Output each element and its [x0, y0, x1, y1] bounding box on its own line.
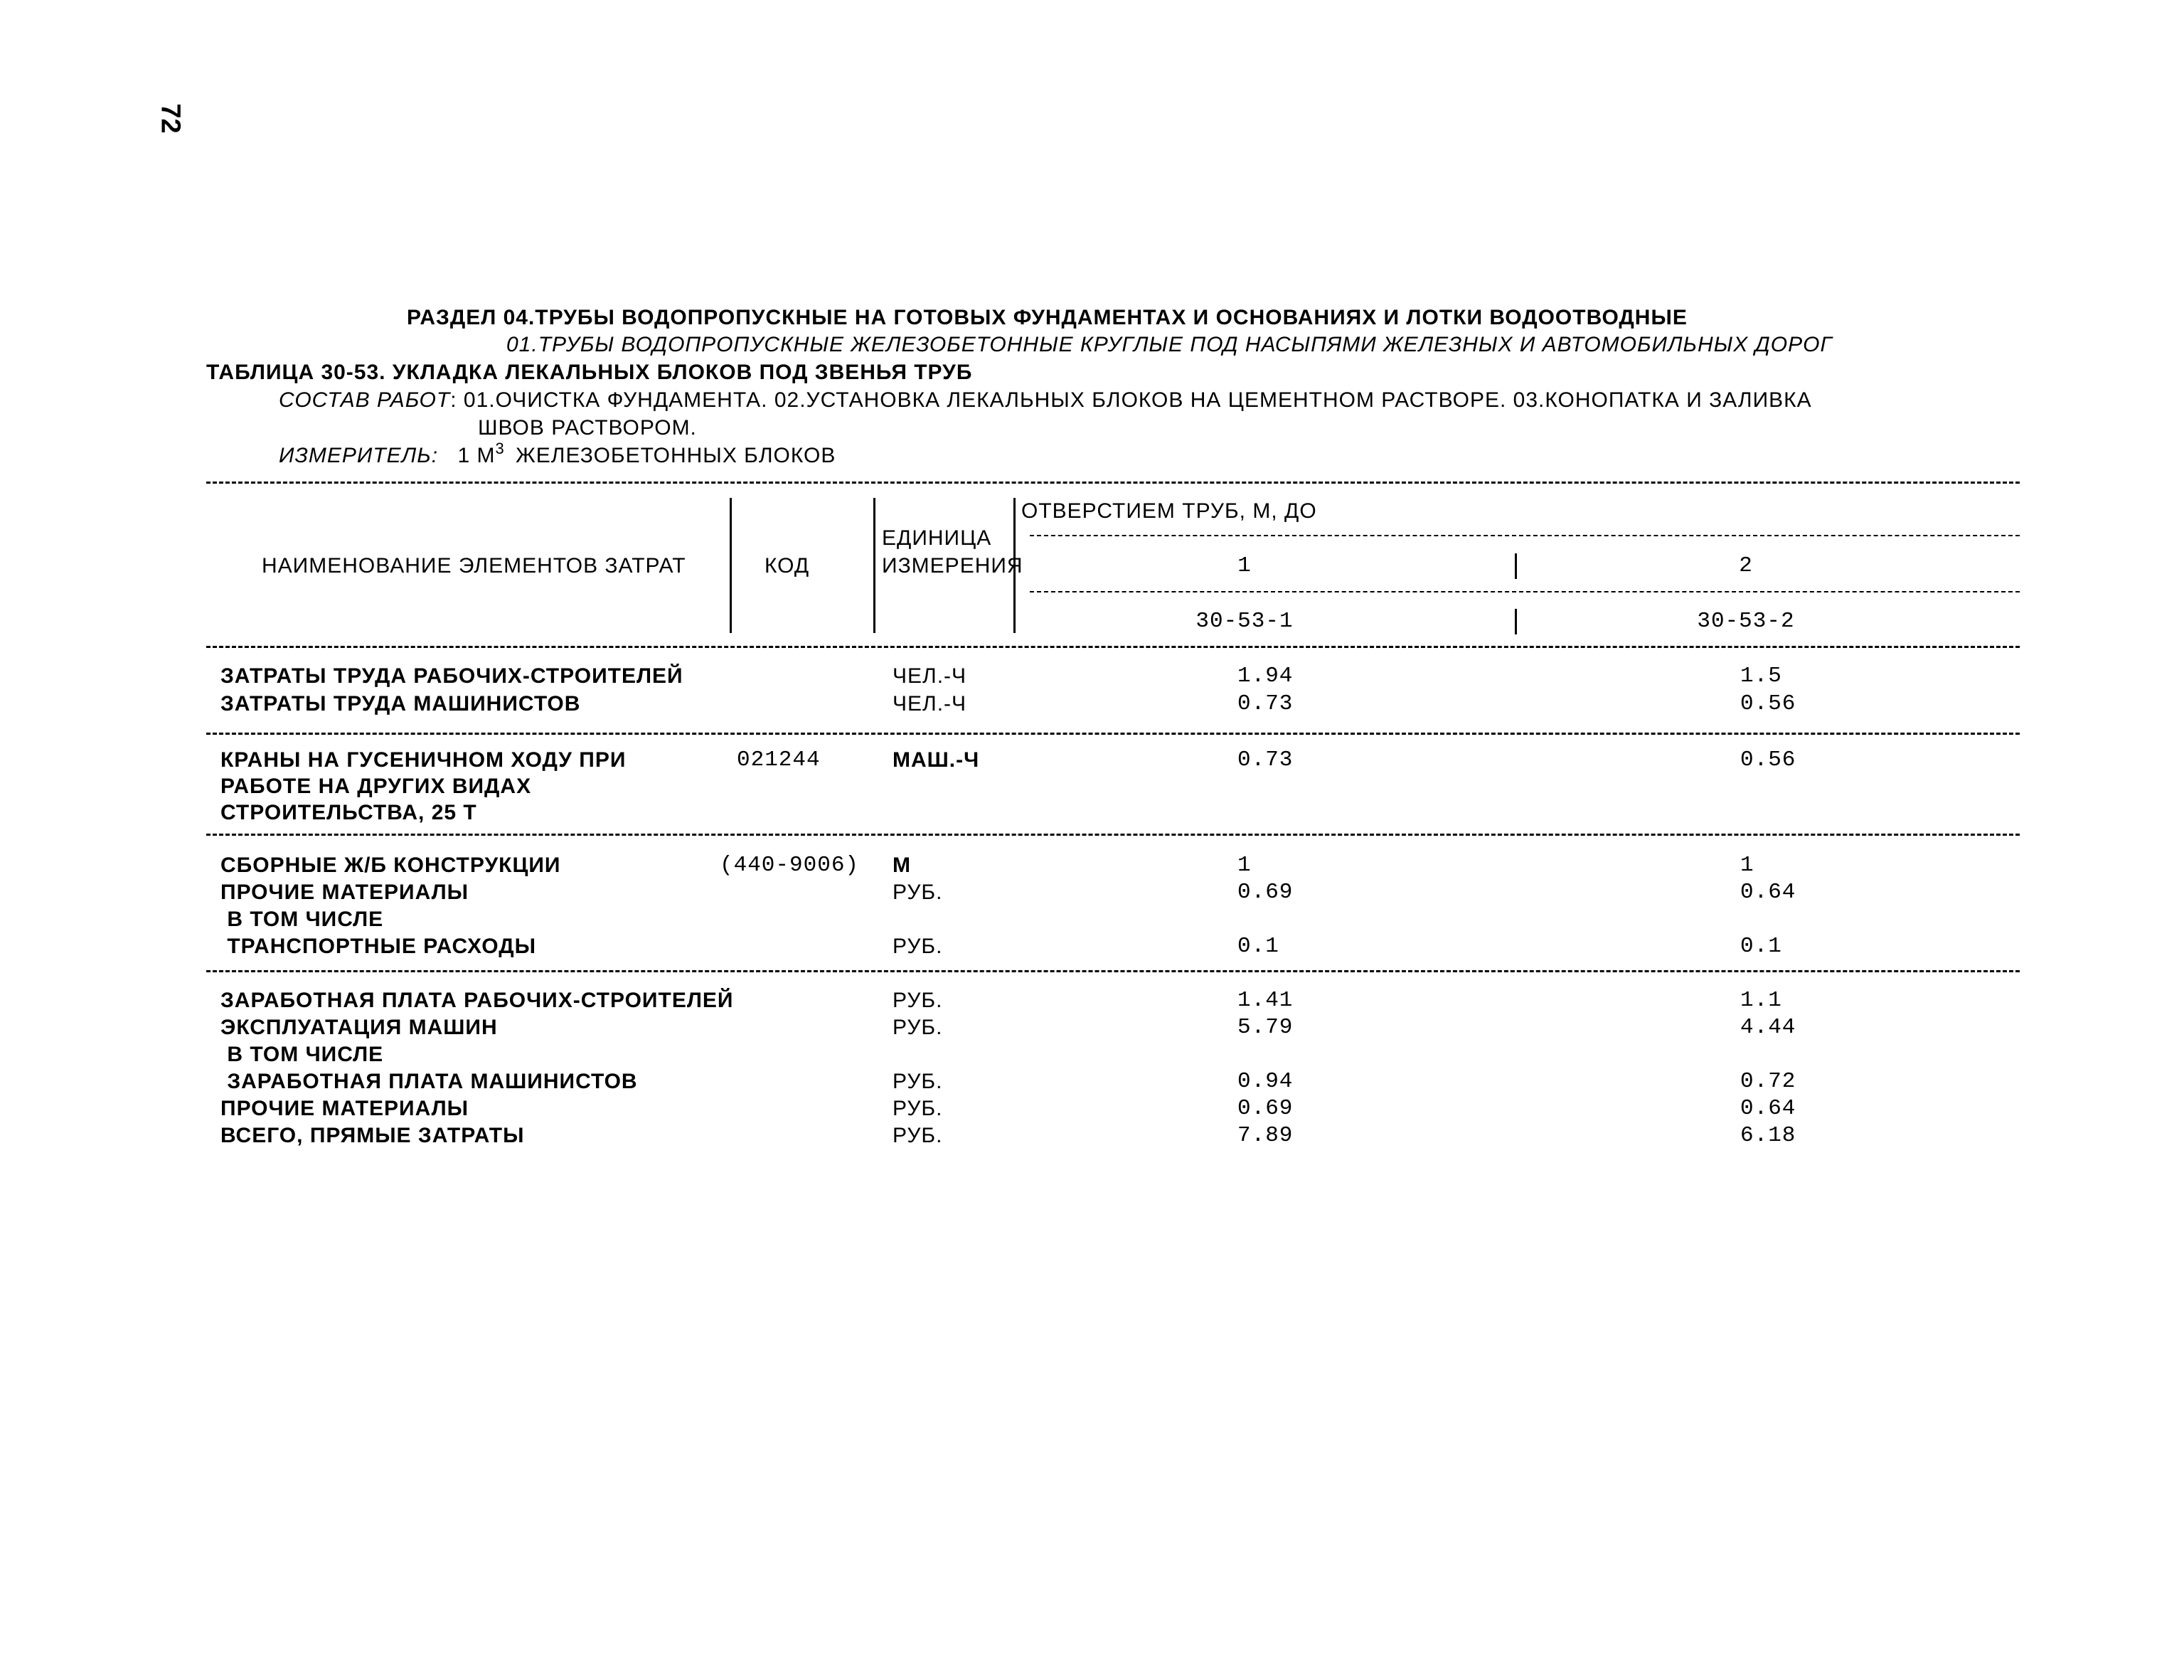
table-row-value-1: 0.69	[1237, 880, 1294, 905]
table-row-name: ЗАТРАТЫ ТРУДА МАШИНИСТОВ	[220, 692, 581, 716]
table-row-name: В ТОМ ЧИСЛЕ	[220, 908, 384, 931]
col-unit-header-2: ИЗМЕРЕНИЯ	[882, 554, 1023, 578]
table-row-value-2: 0.64	[1740, 880, 1796, 905]
table-row-value-1: 0.1	[1237, 934, 1279, 959]
section-title: РАЗДЕЛ 04.ТРУБЫ ВОДОПРОПУСКНЫЕ НА ГОТОВЫХ ФУНДАМЕНТАХ И ОСНОВАНИЯХ И ЛОТКИ ВОДООТВОДНЫЕ	[407, 306, 1688, 329]
vbar-code	[730, 498, 732, 633]
table-row-value-1: 0.73	[1237, 691, 1294, 716]
table-title: ТАБЛИЦА 30-53. УКЛАДКА ЛЕКАЛЬНЫХ БЛОКОВ ПОД ЗВЕНЬЯ ТРУБ	[206, 361, 973, 384]
table-row-unit: РУБ.	[893, 989, 943, 1012]
table-row-name: ЗАТРАТЫ ТРУДА РАБОЧИХ-СТРОИТЕЛЕЙ	[220, 664, 683, 688]
page-number: 72	[155, 103, 186, 134]
table-row-unit: РУБ.	[893, 1124, 943, 1147]
table-row-unit: ЧЕЛ.-Ч	[893, 664, 967, 688]
table-row-value-1: 0.94	[1237, 1069, 1294, 1094]
table-row-name: ТРАНСПОРТНЫЕ РАСХОДЫ	[220, 935, 536, 958]
table-row-code: 021244	[737, 748, 821, 772]
table-row-name: ПРОЧИЕ МАТЕРИАЛЫ	[220, 1097, 469, 1120]
table-row-name: РАБОТЕ НА ДРУГИХ ВИДАХ	[220, 775, 532, 798]
col-name-header: НАИМЕНОВАНИЕ ЭЛЕМЕНТОВ ЗАТРАТ	[262, 554, 686, 578]
table-row-unit: РУБ.	[893, 881, 943, 904]
table-row-value-2: 0.56	[1740, 748, 1796, 772]
col-2-code: 30-53-2	[1697, 609, 1795, 634]
table-row-name: СБОРНЫЕ Ж/Б КОНСТРУКЦИИ	[220, 854, 561, 877]
table-row-value-1: 1.94	[1237, 664, 1294, 689]
measure-line	[279, 440, 836, 468]
vbar-unit	[873, 498, 875, 633]
rule-header-bottom	[206, 646, 2020, 648]
table-row-name: ПРОЧИЕ МАТЕРИАЛЫ	[220, 881, 469, 904]
table-row-name: КРАНЫ НА ГУСЕНИЧНОМ ХОДУ ПРИ	[220, 748, 627, 772]
table-row-code: (440-9006)	[720, 853, 860, 878]
table-row-unit: РУБ.	[893, 935, 943, 958]
table-row-name: ВСЕГО, ПРЯМЫЕ ЗАТРАТЫ	[220, 1124, 525, 1147]
table-row-value-2: 1	[1740, 853, 1754, 878]
rule-section-3	[206, 970, 2020, 972]
measure-exponent: 3	[495, 440, 505, 457]
vbar-col2-lower	[1515, 609, 1517, 634]
table-row-value-2: 6.18	[1740, 1123, 1796, 1148]
vbar-col2	[1515, 553, 1517, 579]
table-row-value-2: 4.44	[1740, 1015, 1796, 1040]
table-row-name: СТРОИТЕЛЬСТВА, 25 Т	[220, 801, 477, 824]
table-row-name: ЗАРАБОТНАЯ ПЛАТА МАШИНИСТОВ	[220, 1070, 638, 1093]
table-row-value-2: 0.64	[1740, 1096, 1796, 1121]
table-row-unit: МАШ.-Ч	[893, 748, 980, 772]
rule-section-2	[206, 834, 2020, 836]
col-group-header: ОТВЕРСТИЕМ ТРУБ, М, ДО	[1021, 499, 1317, 523]
table-row-value-1: 0.73	[1237, 748, 1294, 772]
measure-quantity: 1 М	[457, 444, 496, 467]
table-row-name: ЭКСПЛУАТАЦИЯ МАШИН	[220, 1016, 498, 1039]
table-row-unit: М	[893, 854, 911, 877]
table-row-value-1: 1	[1237, 853, 1252, 878]
work-composition-text: : 01.ОЧИСТКА ФУНДАМЕНТА. 02.УСТАНОВКА ЛЕКАЛЬНЫХ БЛОКОВ НА ЦЕМЕНТНОМ РАСТВОРЕ. 03.КОНОПАТКА И ЗАЛИВКА	[450, 388, 1812, 412]
col-1-code: 30-53-1	[1195, 609, 1294, 634]
table-row-value-2: 0.72	[1740, 1069, 1796, 1094]
table-row-value-1: 1.41	[1237, 988, 1294, 1013]
subsection-title: 01.ТРУБЫ ВОДОПРОПУСКНЫЕ ЖЕЛЕЗОБЕТОННЫЕ КРУГЛЫЕ ПОД НАСЫПЯМИ ЖЕЛЕЗНЫХ И АВТОМОБИЛЬНЫХ ДОРОГ	[506, 333, 1833, 356]
measure-text: ЖЕЛЕЗОБЕТОННЫХ БЛОКОВ	[516, 444, 836, 467]
table-row-value-2: 0.1	[1740, 934, 1782, 959]
table-row-unit: ЧЕЛ.-Ч	[893, 692, 967, 716]
work-composition-continued: ШВОВ РАСТВОРОМ.	[478, 416, 697, 440]
table-row-value-2: 0.56	[1740, 691, 1796, 716]
table-row-value-2: 1.1	[1740, 988, 1782, 1013]
col-code-header: КОД	[765, 554, 810, 578]
table-row-unit: РУБ.	[893, 1016, 943, 1039]
table-row-unit: РУБ.	[893, 1070, 943, 1093]
table-row-name: В ТОМ ЧИСЛЕ	[220, 1043, 384, 1066]
table-row-value-2: 1.5	[1740, 664, 1782, 689]
col-1-header: 1	[1237, 553, 1252, 578]
col-2-header: 2	[1739, 553, 1753, 578]
table-row-unit: РУБ.	[893, 1097, 943, 1120]
table-row-value-1: 5.79	[1237, 1015, 1294, 1040]
work-composition-label: СОСТАВ РАБОТ	[279, 388, 451, 412]
rule-sub	[1030, 591, 2020, 592]
measure-label: ИЗМЕРИТЕЛЬ:	[279, 444, 439, 467]
table-row-name: ЗАРАБОТНАЯ ПЛАТА РАБОЧИХ-СТРОИТЕЛЕЙ	[220, 989, 734, 1012]
table-row-value-1: 0.69	[1237, 1096, 1294, 1121]
table-row-value-1: 7.89	[1237, 1123, 1294, 1148]
col-unit-header-1: ЕДИНИЦА	[882, 526, 992, 550]
work-composition	[279, 388, 1812, 413]
rule-top	[206, 482, 2020, 484]
rule-section-1	[206, 733, 2020, 735]
rule-group	[1030, 535, 2020, 536]
